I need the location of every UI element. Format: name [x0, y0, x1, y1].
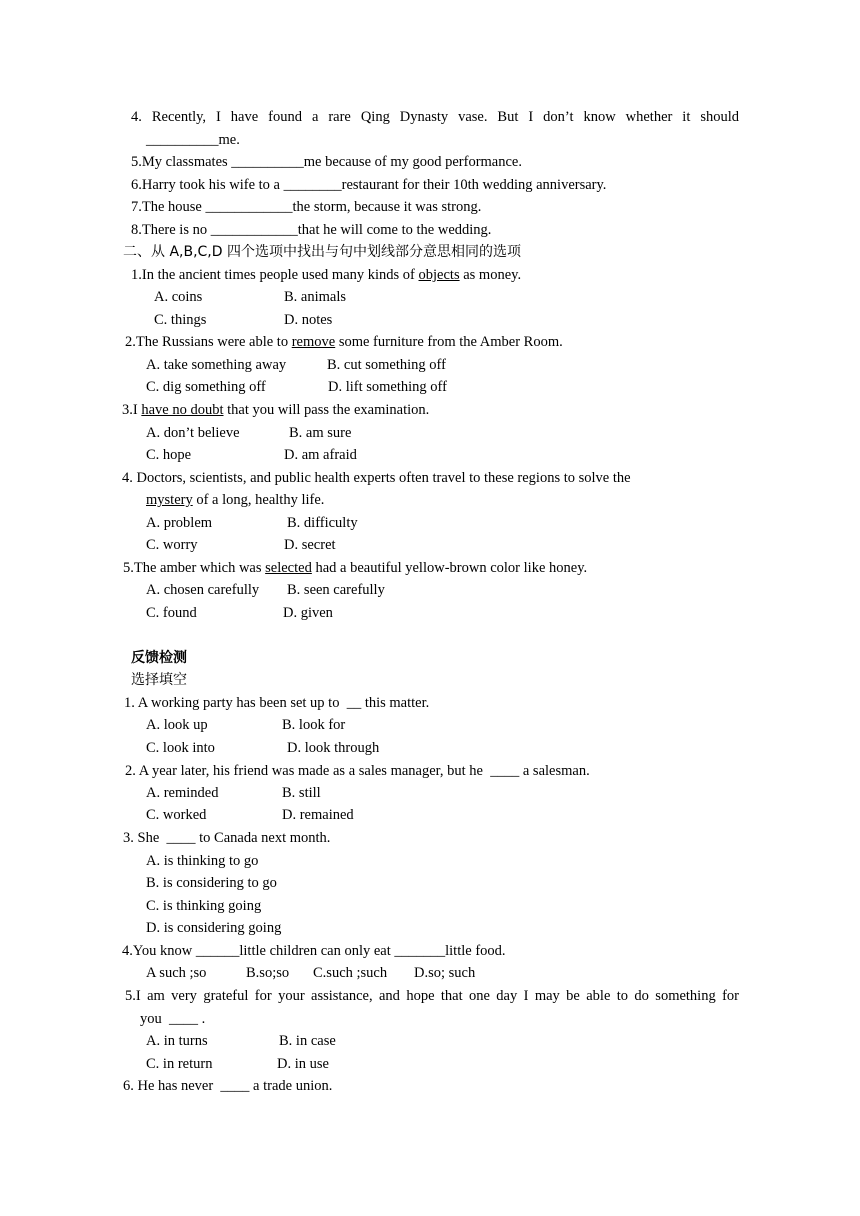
- section-heading: 二、从 A,B,C,D 四个选项中找出与句中划线部分意思相同的选项: [123, 244, 521, 260]
- option-d: D. remained: [282, 807, 354, 823]
- option-b: B. in case: [279, 1033, 336, 1049]
- synonym-question-5: [123, 559, 587, 577]
- option-b: B. still: [282, 785, 321, 801]
- option-a: A. is thinking to go: [146, 853, 259, 869]
- option-c: C. is thinking going: [146, 898, 262, 914]
- synonym-question-1: [131, 266, 521, 284]
- option-c: C. worked: [146, 807, 207, 823]
- question-text: 5.The amber which was: [123, 560, 266, 576]
- option-a: A. chosen carefully: [146, 582, 260, 598]
- feedback-title: 反馈检测: [131, 650, 187, 666]
- mc-question-2: 2. A year later, his friend was made as a sales manager, but he ____ a salesman.: [125, 763, 590, 779]
- underlined-word: remove: [291, 334, 336, 350]
- mc-question-3: 3. She ____ to Canada next month.: [123, 830, 331, 846]
- feedback-subtitle: 选择填空: [131, 672, 187, 688]
- underlined-word: mystery: [146, 492, 193, 508]
- option-c: C. things: [154, 312, 207, 328]
- question-text: had a beautiful yellow-brown color like honey.: [311, 560, 588, 576]
- question-text: some furniture from the Amber Room.: [335, 334, 563, 350]
- option-c: C. found: [146, 605, 197, 621]
- option-d: D. look through: [287, 740, 380, 756]
- option-d: D.so; such: [414, 965, 476, 981]
- question-7: 7.The house ____________the storm, because it was strong.: [131, 199, 482, 215]
- option-c: C. in return: [146, 1056, 213, 1072]
- question-4-line-1: 4. Recently, I have found a rare Qing Dynasty vase. But I don’t know whether it should: [131, 109, 739, 125]
- option-d: D. given: [283, 605, 333, 621]
- option-d: D. lift something off: [328, 379, 447, 395]
- question-text: of a long, healthy life.: [192, 492, 325, 508]
- underlined-word: have no doubt: [141, 402, 224, 418]
- option-b: B.so;so: [246, 965, 290, 981]
- mc-question-1: 1. A working party has been set up to __ this matter.: [124, 695, 430, 711]
- option-b: B. am sure: [289, 425, 352, 441]
- option-c: C. look into: [146, 740, 215, 756]
- mc-question-5-line-1: 5.I am very grateful for your assistance, and hope that one day I may be able to do something for: [125, 988, 739, 1004]
- option-b: B. cut something off: [327, 357, 446, 373]
- mc-question-4: 4.You know ______little children can only eat _______little food.: [122, 943, 506, 959]
- option-d: D. am afraid: [284, 447, 357, 463]
- question-8: 8.There is no ____________that he will come to the wedding.: [131, 222, 492, 238]
- question-text: 3.I: [122, 402, 142, 418]
- synonym-question-2: [125, 333, 563, 351]
- question-5: 5.My classmates __________me because of my good performance.: [131, 154, 522, 170]
- mc-question-6: 6. He has never ____ a trade union.: [123, 1078, 333, 1094]
- question-6: 6.Harry took his wife to a ________restaurant for their 10th wedding anniversary.: [131, 177, 607, 193]
- option-d: D. notes: [284, 312, 333, 328]
- option-b: B. seen carefully: [287, 582, 385, 598]
- synonym-question-4-line-1: 4. Doctors, scientists, and public health experts often travel to these regions to solve the: [122, 470, 631, 486]
- option-d: D. is considering going: [146, 920, 282, 936]
- option-b: B. look for: [282, 717, 346, 733]
- question-text: as money.: [459, 267, 522, 283]
- option-c: C. worry: [146, 537, 198, 553]
- question-text: 1.In the ancient times people used many kinds of: [131, 267, 419, 283]
- synonym-question-3: [122, 401, 429, 419]
- option-c: C. dig something off: [146, 379, 266, 395]
- option-a: A. take something away: [146, 357, 287, 373]
- option-c: C. hope: [146, 447, 192, 463]
- option-a: A such ;so: [146, 965, 207, 981]
- option-a: A. problem: [146, 515, 213, 531]
- option-c: C.such ;such: [313, 965, 388, 981]
- question-4-line-2: __________me.: [146, 132, 240, 148]
- question-text: 2.The Russians were able to: [125, 334, 292, 350]
- option-a: A. don’t believe: [146, 425, 240, 441]
- option-b: B. difficulty: [287, 515, 358, 531]
- option-a: A. reminded: [146, 785, 219, 801]
- option-b: B. animals: [284, 289, 347, 305]
- option-d: D. secret: [284, 537, 336, 553]
- synonym-question-4-line-2: [146, 491, 324, 509]
- question-text: that you will pass the examination.: [223, 402, 430, 418]
- underlined-word: selected: [265, 560, 312, 576]
- option-b: B. is considering to go: [146, 875, 277, 891]
- underlined-word: objects: [418, 267, 460, 283]
- option-a: A. coins: [154, 289, 203, 305]
- option-d: D. in use: [277, 1056, 329, 1072]
- option-a: A. look up: [146, 717, 208, 733]
- mc-question-5-line-2: you ____ .: [140, 1011, 206, 1027]
- option-a: A. in turns: [146, 1033, 208, 1049]
